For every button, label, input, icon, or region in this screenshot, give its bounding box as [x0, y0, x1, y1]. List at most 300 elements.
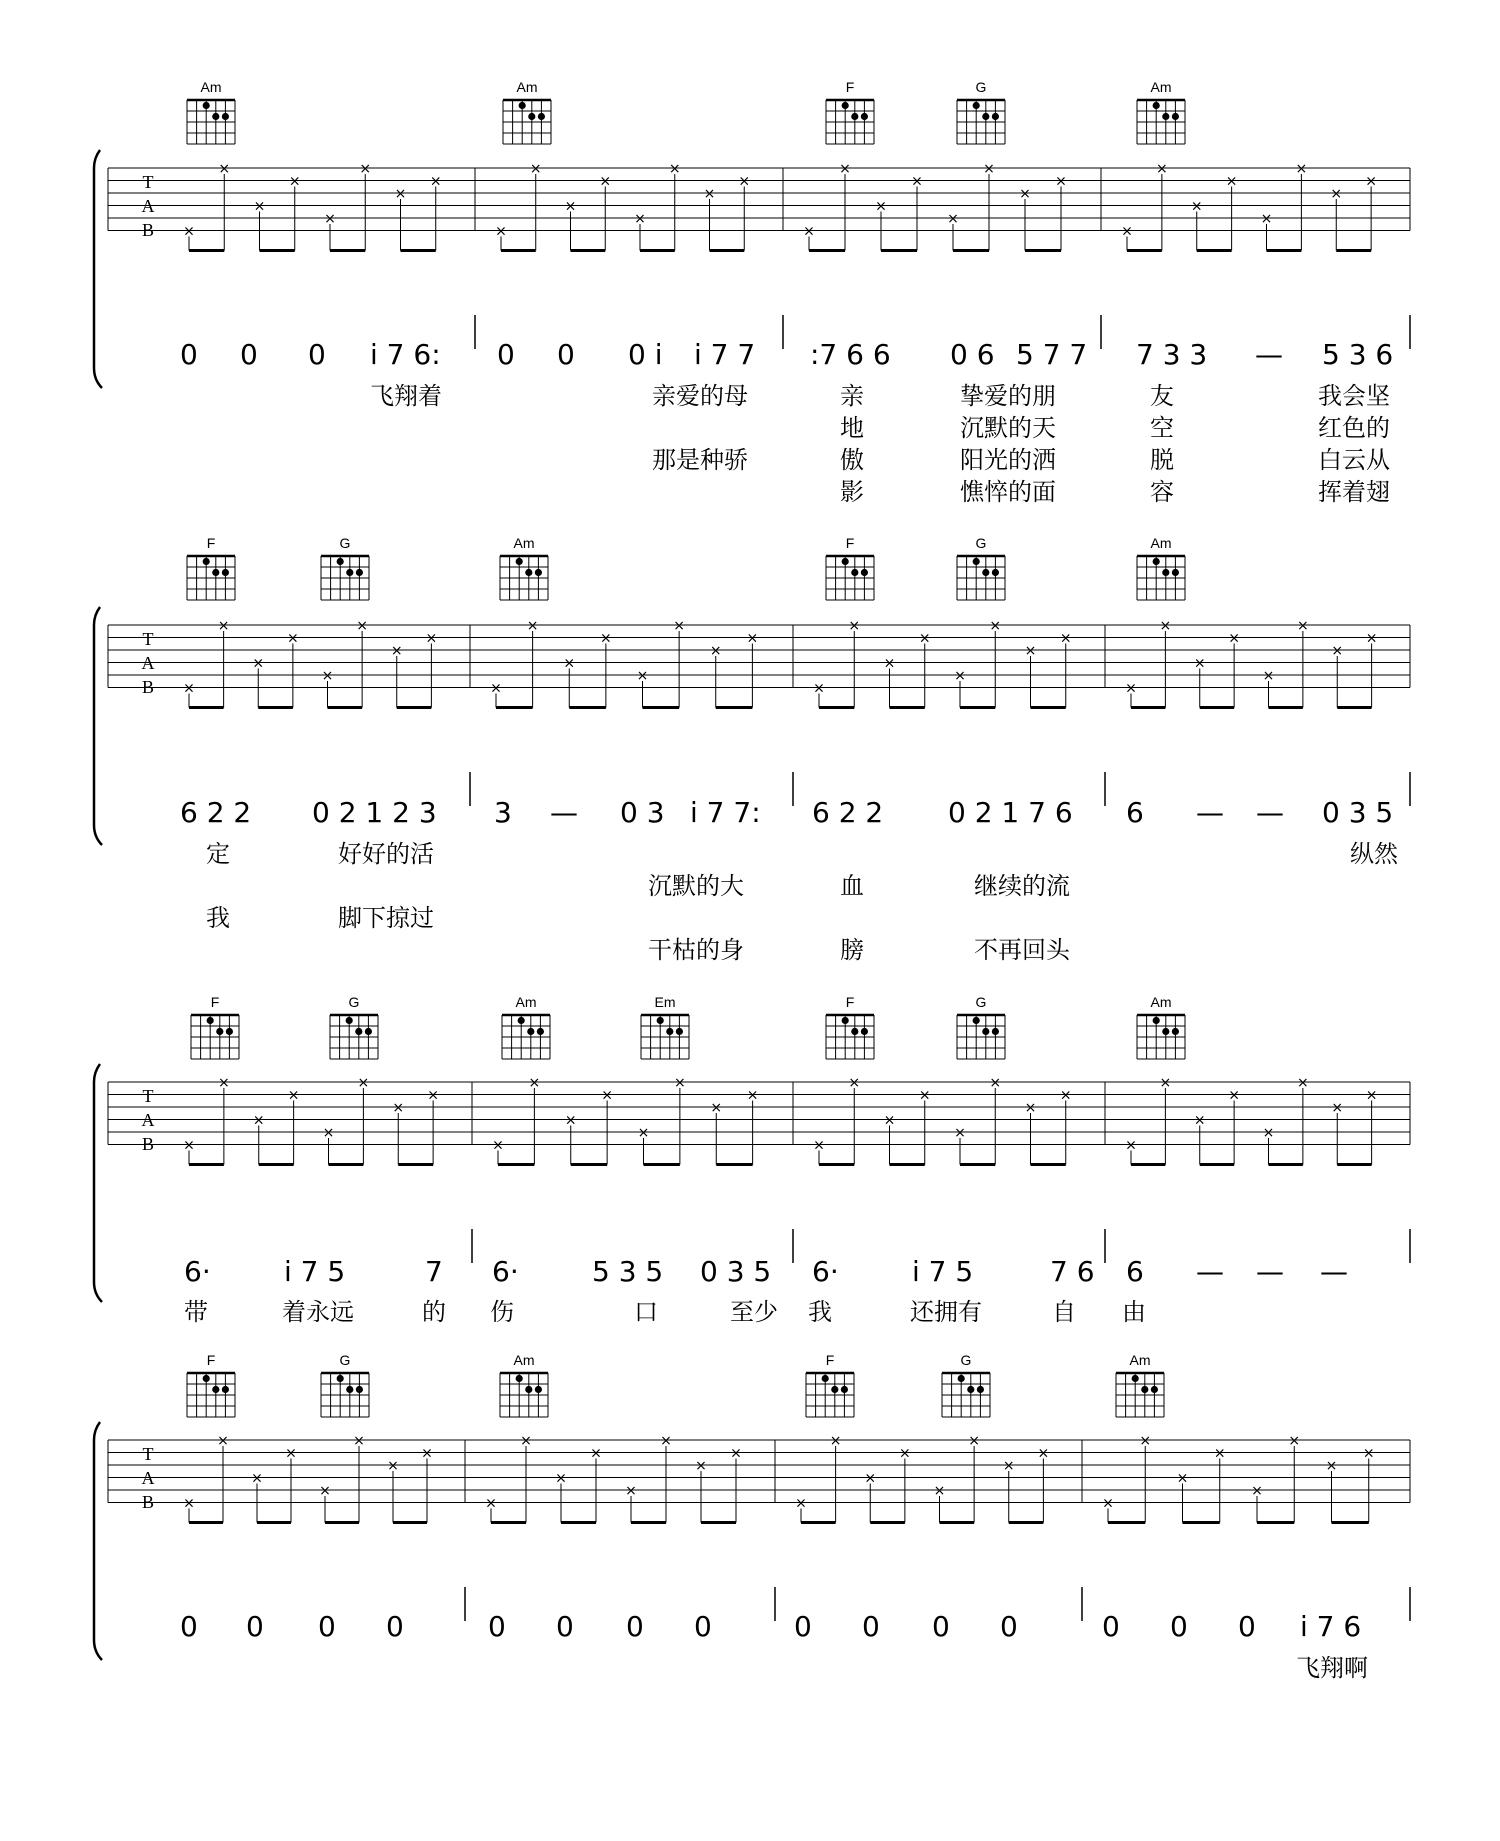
jianpu-group: 0: [246, 1610, 264, 1643]
finger-dot: [519, 102, 526, 109]
lyric-segment: 自: [1052, 1298, 1076, 1326]
tab-x-mark: ×: [526, 618, 539, 634]
finger-dot: [355, 1028, 362, 1035]
tab-x-mark: ×: [1059, 630, 1072, 647]
lyric-segment: 定: [206, 840, 230, 868]
chord-diagram: [191, 994, 239, 1059]
chord-diagram: [641, 994, 689, 1059]
chord-name: F: [210, 994, 220, 1010]
jianpu-group: 6·: [492, 1255, 519, 1288]
finger-dot: [337, 1375, 344, 1382]
finger-dot: [666, 1028, 673, 1035]
jianpu-group: —: [1196, 1255, 1224, 1288]
jianpu-group: 0 i: [628, 338, 663, 371]
tab-x-mark: ×: [357, 1075, 370, 1091]
tab-x-mark: ×: [599, 173, 612, 190]
jianpu-group: 0: [1000, 1610, 1018, 1643]
finger-dot: [1172, 1028, 1179, 1035]
system-3: [184, 994, 1348, 1326]
tab-x-mark: ×: [1228, 1087, 1240, 1104]
lyric-segment: 沉默的天: [960, 414, 1056, 442]
lyric-segment: 伤: [490, 1298, 514, 1326]
finger-dot: [1153, 102, 1160, 109]
tab-x-mark: ×: [954, 1125, 966, 1141]
finger-dot: [831, 1386, 838, 1393]
system-2: [180, 535, 1399, 964]
tab-x-mark: ×: [989, 1075, 1002, 1091]
tab-x-mark: ×: [564, 198, 577, 215]
jianpu-group: 0 3 5: [700, 1255, 772, 1288]
finger-dot: [992, 113, 999, 120]
lyrics: [184, 1298, 1146, 1326]
chord-name: Am: [1150, 79, 1172, 95]
chord-name: G: [348, 994, 360, 1010]
tab-x-mark: ×: [864, 1470, 877, 1487]
tab-x-mark: ×: [1024, 643, 1037, 659]
chord-grid: [957, 100, 1005, 144]
chord-name: Am: [513, 535, 535, 551]
lyric-segment: 我: [808, 1298, 832, 1326]
chord-name: G: [975, 535, 987, 551]
jianpu-group: 0: [497, 338, 515, 371]
finger-dot: [1151, 1386, 1158, 1393]
tab-x-mark: ×: [813, 1137, 825, 1154]
lyric-segment: 着永远: [282, 1298, 354, 1326]
tab-x-mark: ×: [673, 618, 685, 634]
tab-x-mark: ×: [695, 1458, 707, 1474]
tab-x-mark: ×: [1288, 1433, 1301, 1449]
tab-x-mark: ×: [425, 630, 438, 647]
jianpu-group: 0 3 5: [1322, 796, 1394, 829]
chord-diagram: [330, 994, 378, 1059]
finger-dot: [356, 569, 363, 576]
jianpu-group: 0: [626, 1610, 644, 1643]
lyric-segment: 脚下掠过: [338, 904, 434, 932]
chord-name: F: [206, 1352, 216, 1368]
finger-dot: [1162, 569, 1169, 576]
finger-dot: [973, 102, 980, 109]
lyric-segment: 红色的: [1318, 414, 1390, 442]
tab-x-mark: ×: [1193, 1112, 1206, 1129]
tab-x-mark: ×: [387, 1458, 399, 1474]
tab-x-mark: ×: [183, 680, 195, 697]
finger-dot: [203, 558, 210, 565]
jianpu-group: —: [1256, 1255, 1284, 1288]
finger-dot: [528, 113, 535, 120]
finger-dot: [1132, 1375, 1139, 1382]
lyric-segment: 不再回头: [974, 936, 1070, 964]
finger-dot: [356, 1386, 363, 1393]
lyric-segment: 沉默的大: [648, 872, 744, 900]
tab-x-mark: ×: [674, 1075, 686, 1091]
jianpu-group: i 7 6: [1300, 1610, 1362, 1643]
system-4: [180, 1352, 1368, 1682]
chord-grid: [641, 1015, 689, 1059]
lyric-segment: 影: [840, 478, 864, 506]
lyric-segment: 脱: [1150, 446, 1174, 474]
tab-x-mark: ×: [528, 1075, 541, 1091]
lyric-segment: 好好的活: [338, 840, 434, 868]
finger-dot: [842, 102, 849, 109]
tab-x-mark: ×: [703, 186, 716, 202]
chord-diagram: [826, 994, 874, 1059]
jianpu-group: 3: [494, 796, 512, 829]
tab-x-mark: ×: [1251, 1483, 1263, 1499]
tab-x-mark: ×: [251, 1470, 263, 1487]
chord-grid: [502, 1015, 550, 1059]
tab-x-mark: ×: [427, 1087, 439, 1104]
jianpu-group: :7 6 6: [810, 338, 891, 371]
finger-dot: [1162, 1028, 1169, 1035]
chord-grid: [826, 100, 874, 144]
tab-x-mark: ×: [883, 655, 896, 672]
finger-dot: [538, 113, 545, 120]
finger-dot: [516, 558, 523, 565]
tab-x-mark: ×: [746, 630, 759, 647]
finger-dot: [1153, 558, 1160, 565]
tab-x-mark: ×: [359, 161, 372, 177]
lyrics: [1296, 1654, 1368, 1682]
tab-x-mark: ×: [217, 1433, 229, 1449]
jianpu-group: 0: [932, 1610, 950, 1643]
tab-x-mark: ×: [918, 630, 931, 647]
chord-grid: [1137, 556, 1185, 600]
lyric-segment: 飞翔啊: [1296, 1654, 1368, 1682]
chord-grid: [187, 1373, 235, 1417]
finger-dot: [226, 1028, 233, 1035]
tab-x-mark: ×: [564, 1112, 577, 1129]
chord-diagram: [806, 1352, 854, 1417]
chord-name: Am: [513, 1352, 535, 1368]
jianpu-group: 0: [862, 1610, 880, 1643]
system-bracket: [94, 1064, 102, 1302]
tab-x-mark: ×: [1262, 1125, 1275, 1141]
tab-x-mark: ×: [795, 1495, 807, 1512]
chord-name: F: [845, 535, 855, 551]
finger-dot: [977, 1386, 984, 1393]
chord-diagram: [826, 535, 874, 600]
jianpu-group: 0: [488, 1610, 506, 1643]
tab-x-mark: ×: [324, 211, 336, 227]
finger-dot: [1172, 113, 1179, 120]
tab-x-mark: ×: [738, 173, 751, 190]
tab-x-mark: ×: [1125, 680, 1137, 697]
jianpu-group: 5 3 5: [592, 1255, 664, 1288]
tab-x-mark: ×: [983, 161, 995, 177]
tab-clef-letter: B: [141, 220, 155, 240]
finger-dot: [516, 1375, 523, 1382]
chord-name: G: [975, 994, 987, 1010]
chord-diagram: [1137, 79, 1185, 144]
lyric-segment: 的: [422, 1298, 446, 1326]
finger-dot: [657, 1017, 664, 1024]
lyric-segment: 我会坚: [1318, 382, 1390, 410]
tab-x-mark: ×: [1002, 1458, 1015, 1474]
jianpu-group: 7 3 3: [1136, 338, 1208, 371]
tab-x-mark: ×: [918, 1087, 931, 1104]
tab-x-mark: ×: [287, 630, 299, 647]
chord-grid: [500, 556, 548, 600]
jianpu-group: —: [1255, 338, 1283, 371]
tab-clef-letter: A: [141, 1110, 155, 1130]
tab-x-mark: ×: [1262, 668, 1275, 684]
jianpu-group: 0: [240, 338, 258, 371]
tab-x-mark: ×: [989, 618, 1002, 634]
finger-dot: [992, 1028, 999, 1035]
jianpu-group: 6 2 2: [180, 796, 252, 829]
finger-dot: [203, 102, 210, 109]
tab-x-mark: ×: [1193, 655, 1206, 672]
finger-dot: [842, 1017, 849, 1024]
finger-dot: [1162, 113, 1169, 120]
tab-clef-letter: A: [141, 196, 155, 216]
finger-dot: [676, 1028, 683, 1035]
chord-grid: [187, 556, 235, 600]
finger-dot: [535, 569, 542, 576]
tab-x-mark: ×: [394, 186, 407, 202]
jianpu-group: 7: [425, 1255, 443, 1288]
tab-clef-letter: A: [141, 1468, 155, 1488]
tab-x-mark: ×: [829, 1433, 842, 1449]
tab-x-mark: ×: [287, 1087, 300, 1104]
tab-x-mark: ×: [1330, 186, 1343, 202]
finger-dot: [212, 113, 219, 120]
tab-x-mark: ×: [1176, 1470, 1189, 1487]
jianpu-group: 0 2 1 7 6: [948, 796, 1073, 829]
finger-dot: [346, 1386, 353, 1393]
jianpu-group: 0: [794, 1610, 812, 1643]
tab-clef-letter: B: [141, 677, 155, 697]
tab-x-mark: ×: [1019, 186, 1031, 202]
jianpu-line: [180, 338, 1393, 371]
tab-x-mark: ×: [839, 161, 851, 177]
finger-dot: [203, 1375, 210, 1382]
chord-diagram: [957, 994, 1005, 1059]
jianpu-group: 0 3: [620, 796, 665, 829]
tab-x-mark: ×: [660, 1433, 672, 1449]
tab-x-mark: ×: [321, 668, 334, 684]
lyric-segment: 亲: [840, 382, 864, 410]
finger-dot: [222, 1386, 229, 1393]
chord-diagram: [187, 535, 235, 600]
lyric-segment: 飞翔着: [370, 382, 442, 410]
tab-x-mark: ×: [1260, 211, 1273, 227]
chord-grid: [957, 1015, 1005, 1059]
finger-dot: [861, 569, 868, 576]
jianpu-group: 6: [1126, 1255, 1144, 1288]
finger-dot: [851, 1028, 858, 1035]
tab-x-mark: ×: [356, 618, 368, 634]
tab-x-mark: ×: [485, 1495, 497, 1512]
finger-dot: [537, 1028, 544, 1035]
jianpu-group: 5 7 7: [1016, 338, 1088, 371]
finger-dot: [982, 569, 989, 576]
tab-clef-letter: T: [142, 629, 154, 649]
chord-grid: [806, 1373, 854, 1417]
finger-dot: [212, 569, 219, 576]
jianpu-group: 0 2 1 2 3: [312, 796, 437, 829]
finger-dot: [525, 569, 532, 576]
tab-x-mark: ×: [288, 173, 301, 190]
tab-x-mark: ×: [848, 618, 861, 634]
jianpu-group: 5 3 6: [1322, 338, 1394, 371]
tab-x-mark: ×: [285, 1445, 297, 1462]
finger-dot: [982, 113, 989, 120]
lyric-segment: 纵然: [1350, 840, 1398, 868]
lyric-segment: 膀: [840, 936, 864, 964]
finger-dot: [842, 558, 849, 565]
chord-name: G: [960, 1352, 972, 1368]
tab-x-mark: ×: [218, 161, 231, 177]
jianpu-group: 0: [180, 338, 198, 371]
chord-name: F: [206, 535, 216, 551]
chord-grid: [957, 556, 1005, 600]
tab-x-mark: ×: [1213, 1445, 1226, 1462]
tab-x-mark: ×: [1139, 1433, 1152, 1449]
finger-dot: [222, 113, 229, 120]
tab-x-mark: ×: [1331, 643, 1344, 659]
tab-x-mark: ×: [709, 643, 722, 659]
tab-x-mark: ×: [1024, 1100, 1037, 1116]
tab-x-mark: ×: [933, 1483, 946, 1499]
chord-name: G: [339, 1352, 351, 1368]
chord-name: Em: [654, 994, 676, 1010]
chord-diagram: [500, 1352, 548, 1417]
tab-clef-letter: A: [141, 653, 155, 673]
jianpu-line: [180, 1610, 1361, 1643]
tab-x-mark: ×: [746, 1087, 759, 1104]
jianpu-group: 0: [318, 1610, 336, 1643]
tab-x-mark: ×: [1325, 1458, 1338, 1474]
finger-dot: [861, 113, 868, 120]
tab-x-mark: ×: [668, 161, 681, 177]
chord-diagram: [321, 1352, 369, 1417]
jianpu-group: 0: [556, 1610, 574, 1643]
tab-x-mark: ×: [637, 1125, 650, 1141]
tab-x-mark: ×: [492, 1137, 504, 1154]
chord-name: Am: [516, 79, 538, 95]
lyric-segment: 由: [1122, 1298, 1146, 1326]
jianpu-group: 6·: [812, 1255, 839, 1288]
finger-dot: [851, 569, 858, 576]
tab-x-mark: ×: [911, 173, 923, 190]
jianpu-group: 0: [308, 338, 326, 371]
chord-grid: [191, 1015, 239, 1059]
finger-dot: [841, 1386, 848, 1393]
tab-x-mark: ×: [883, 1112, 896, 1129]
tab-clef-letter: B: [141, 1134, 155, 1154]
lyrics: [370, 382, 1390, 506]
tab-x-mark: ×: [1228, 630, 1240, 647]
tab-x-mark: ×: [1037, 1445, 1050, 1462]
finger-dot: [973, 558, 980, 565]
tab-x-mark: ×: [625, 1483, 637, 1499]
tab-x-mark: ×: [183, 1495, 195, 1512]
chord-name: Am: [1150, 535, 1172, 551]
finger-dot: [346, 1017, 353, 1024]
finger-dot: [822, 1375, 829, 1382]
chord-name: Am: [200, 79, 222, 95]
lyric-segment: 挚爱的朋: [960, 382, 1056, 410]
chord-name: Am: [1150, 994, 1172, 1010]
tab-x-mark: ×: [563, 655, 576, 672]
staff-graphics: [94, 150, 1410, 1660]
lyric-segment: 那是种骄: [652, 446, 748, 474]
jianpu-group: i 7 6:: [370, 338, 441, 371]
tab-x-mark: ×: [218, 1075, 230, 1091]
chord-diagram: [321, 535, 369, 600]
lyric-segment: 地: [840, 414, 864, 442]
chord-name: F: [845, 994, 855, 1010]
finger-dot: [1141, 1386, 1148, 1393]
chord-diagram: [187, 79, 235, 144]
chord-diagram: [187, 1352, 235, 1417]
jianpu-group: —: [1320, 1255, 1348, 1288]
finger-dot: [346, 569, 353, 576]
lyric-segment: 口: [634, 1298, 658, 1326]
chord-grid: [1116, 1373, 1164, 1417]
lyric-segment: 干枯的身: [648, 936, 744, 964]
lyric-segment: 憔悴的面: [960, 478, 1056, 506]
tab-x-mark: ×: [183, 1137, 195, 1154]
tab-x-mark: ×: [322, 1125, 335, 1141]
jianpu-group: 0: [1238, 1610, 1256, 1643]
tab-x-mark: ×: [392, 1100, 405, 1116]
jianpu-group: 0 6: [950, 338, 995, 371]
jianpu-group: 0: [180, 1610, 198, 1643]
chord-diagram: [942, 1352, 990, 1417]
jianpu-line: [184, 1255, 1348, 1288]
chord-grid: [330, 1015, 378, 1059]
lyric-segment: 还拥有: [910, 1298, 982, 1326]
tab-x-mark: ×: [490, 680, 502, 697]
jianpu-group: i 7 7:: [690, 796, 761, 829]
tab-x-mark: ×: [529, 161, 542, 177]
finger-dot: [982, 1028, 989, 1035]
tab-clef-letter: B: [141, 1492, 155, 1512]
tab-x-mark: ×: [1102, 1495, 1114, 1512]
tab-x-mark: ×: [1362, 1445, 1375, 1462]
jianpu-group: 0: [694, 1610, 712, 1643]
system-1: [180, 79, 1393, 506]
finger-dot: [337, 558, 344, 565]
chord-diagram: [1116, 1352, 1164, 1417]
finger-dot: [518, 1017, 525, 1024]
jianpu-group: 0: [386, 1610, 404, 1643]
chord-name: Am: [1129, 1352, 1151, 1368]
jianpu-group: 0: [557, 338, 575, 371]
tab-x-mark: ×: [1331, 1100, 1344, 1116]
lyric-segment: 亲爱的母: [652, 382, 748, 410]
tab-x-mark: ×: [1156, 161, 1168, 177]
tab-x-mark: ×: [848, 1075, 861, 1091]
tab-x-mark: ×: [954, 668, 966, 684]
finger-dot: [216, 1028, 223, 1035]
finger-dot: [207, 1017, 214, 1024]
tab-x-mark: ×: [421, 1445, 433, 1462]
finger-dot: [973, 1017, 980, 1024]
tab-x-mark: ×: [1297, 618, 1309, 634]
tab-x-mark: ×: [252, 1112, 265, 1129]
chord-grid: [500, 1373, 548, 1417]
jianpu-group: 0: [1102, 1610, 1120, 1643]
tab-x-mark: ×: [353, 1433, 365, 1449]
chord-name: G: [339, 535, 351, 551]
finger-dot: [1172, 569, 1179, 576]
chord-grid: [321, 1373, 369, 1417]
chord-name: F: [845, 79, 855, 95]
tab-x-mark: ×: [1295, 161, 1308, 177]
